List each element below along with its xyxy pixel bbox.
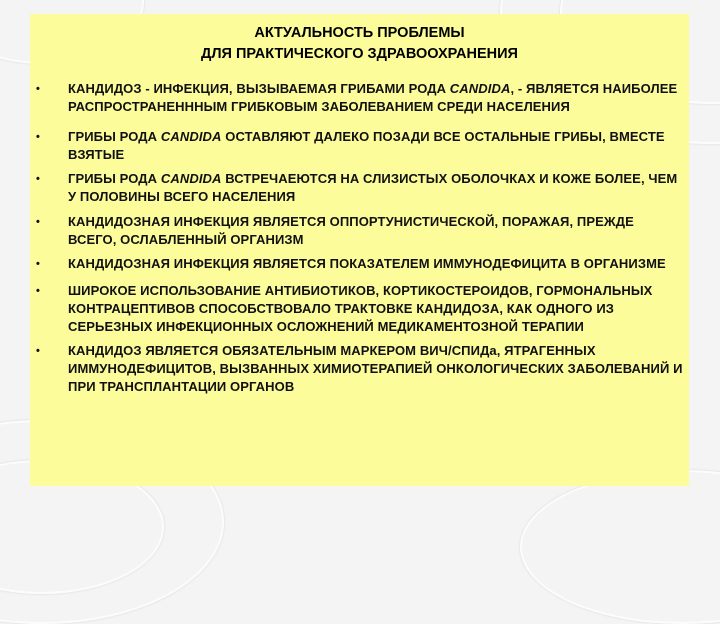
bullet-icon: •: [36, 285, 40, 297]
bullet-icon: •: [36, 216, 40, 228]
bullet-item: [30, 282, 689, 336]
bullet-item: [30, 80, 689, 116]
background-ripple: [520, 470, 720, 624]
bullet-text: КАНДИДОЗ - ИНФЕКЦИЯ, ВЫЗЫВАЕМАЯ ГРИБАМИ РОДА CANDIDA, - ЯВЛЯЕТСЯ НАИБОЛЕЕ РАСПРОСТРАНЕНННЫМ ГРИБКОВЫМ ЗАБОЛЕВАНИЕМ СРЕДИ НАСЕЛЕНИЯ: [68, 81, 678, 114]
bullet-text: КАНДИДОЗ ЯВЛЯЕТСЯ ОБЯЗАТЕЛЬНЫМ МАРКЕРОМ ВИЧ/СПИДа, ЯТРАГЕННЫХ ИММУНОДЕФИЦИТОВ, ВЫЗВАННЫХ ХИМИОТЕРАПИЕЙ ОНКОЛОГИЧЕСКИХ ЗАБОЛЕВАНИЙ И ПРИ ТРАНСПЛАНТАЦИИ ОРГАНОВ: [68, 343, 683, 394]
bullet-icon: •: [36, 131, 40, 143]
bullet-text: ГРИБЫ РОДА CANDIDA ВСТРЕЧАЕЮТСЯ НА СЛИЗИСТЫХ ОБОЛОЧКАХ И КОЖЕ БОЛЕЕ, ЧЕМ У ПОЛОВИНЫ ВСЕГО НАСЕЛЕНИЯ: [68, 171, 678, 204]
bullet-text: ШИРОКОЕ ИСПОЛЬЗОВАНИЕ АНТИБИОТИКОВ, КОРТИКОСТЕРОИДОВ, ГОРМОНАЛЬНЫХ КОНТРАЦЕПТИВОВ СПОСОБСТВОВАЛО ТРАКТОВКЕ КАНДИДОЗА, КАК ОДНОГО ИЗ СЕРЬЕЗНЫХ ИНФЕКЦИОННЫХ ОСЛОЖНЕНИЙ МЕДИКАМЕНТОЗНОЙ ТЕРАПИИ: [68, 283, 653, 334]
bullet-text: КАНДИДОЗНАЯ ИНФЕКЦИЯ ЯВЛЯЕТСЯ ПОКАЗАТЕЛЕМ ИММУНОДЕФИЦИТА В ОРГАНИЗМЕ: [68, 256, 666, 271]
bullet-text: ГРИБЫ РОДА CANDIDA ОСТАВЛЯЮТ ДАЛЕКО ПОЗАДИ ВСЕ ОСТАЛЬНЫЕ ГРИБЫ, ВМЕСТЕ ВЗЯТЫЕ: [68, 129, 665, 162]
bullet-icon: •: [36, 173, 40, 185]
bullet-item: [30, 342, 689, 396]
content-panel: [30, 14, 689, 486]
bullet-icon: •: [36, 83, 40, 95]
bullet-icon: •: [36, 345, 40, 357]
bullet-item: [30, 170, 689, 206]
bullet-item: [30, 255, 689, 273]
bullet-icon: •: [36, 258, 40, 270]
slide-title-line-2: ДЛЯ ПРАКТИЧЕСКОГО ЗДРАВООХРАНЕНИЯ: [201, 46, 518, 62]
slide-title-line-1: АКТУАЛЬНОСТЬ ПРОБЛЕМЫ: [254, 25, 465, 41]
bullet-text: КАНДИДОЗНАЯ ИНФЕКЦИЯ ЯВЛЯЕТСЯ ОППОРТУНИСТИЧЕСКОЙ, ПОРАЖАЯ, ПРЕЖДЕ ВСЕГО, ОСЛАБЛЕННЫЙ ОРГАНИЗМ: [68, 214, 634, 247]
bullet-list: [30, 80, 689, 396]
bullet-item: [30, 128, 689, 164]
bullet-item: [30, 213, 689, 249]
slide-title: [30, 23, 689, 65]
